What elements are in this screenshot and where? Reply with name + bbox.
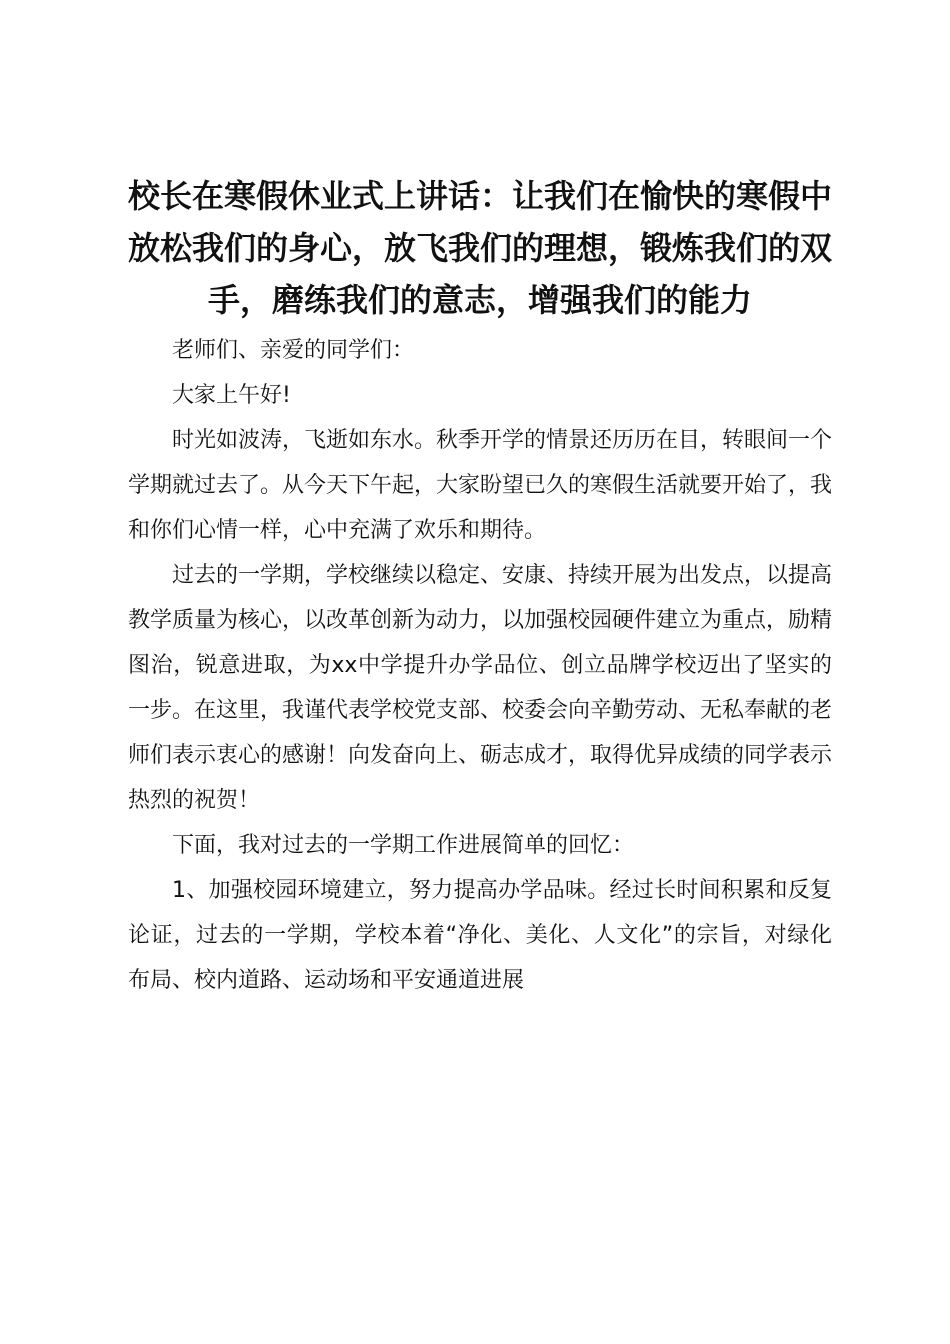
document-body bbox=[128, 328, 832, 1003]
document-title: 校长在寒假休业式上讲话：让我们在愉快的寒假中放松我们的身心，放飞我们的理想，锻炼我们的双手，磨练我们的意志，增强我们的能力 bbox=[128, 177, 833, 319]
document-page bbox=[128, 170, 832, 1003]
paragraph-greeting: 大家上午好! bbox=[172, 383, 291, 408]
paragraph-intro: 时光如波涛，飞逝如东水。秋季开学的情景还历历在目，转眼间一个学期就过去了。从今天下午起，大家盼望已久的寒假生活就要开始了，我和你们心情一样，心中充满了欢乐和期待。 bbox=[128, 428, 833, 543]
paragraph-item-1: 1、加强校园环境建立，努力提高办学品味。经过长时间积累和反复论证，过去的一学期，学校本着“净化、美化、人文化”的宗旨，对绿化布局、校内道路、运动场和平安通道进展 bbox=[128, 878, 832, 993]
paragraph-salutation: 老师们、亲爱的同学们： bbox=[172, 338, 415, 363]
paragraph-transition: 下面，我对过去的一学期工作进展简单的回忆： bbox=[172, 833, 635, 858]
paragraph-review: 过去的一学期，学校继续以稳定、安康、持续开展为出发点，以提高教学质量为核心，以改革创新为动力，以加强校园硬件建立为重点，励精图治，锐意进取，为xx中学提升办学品位、创立品牌学校迈出了坚实的一步。在这里，我谨代表学校党支部、校委会向辛勤劳动、无私奉献的老师们表示衷心的感谢！向发奋向上、砺志成才，取得优异成绩的同学表示热烈的祝贺！ bbox=[128, 563, 833, 813]
